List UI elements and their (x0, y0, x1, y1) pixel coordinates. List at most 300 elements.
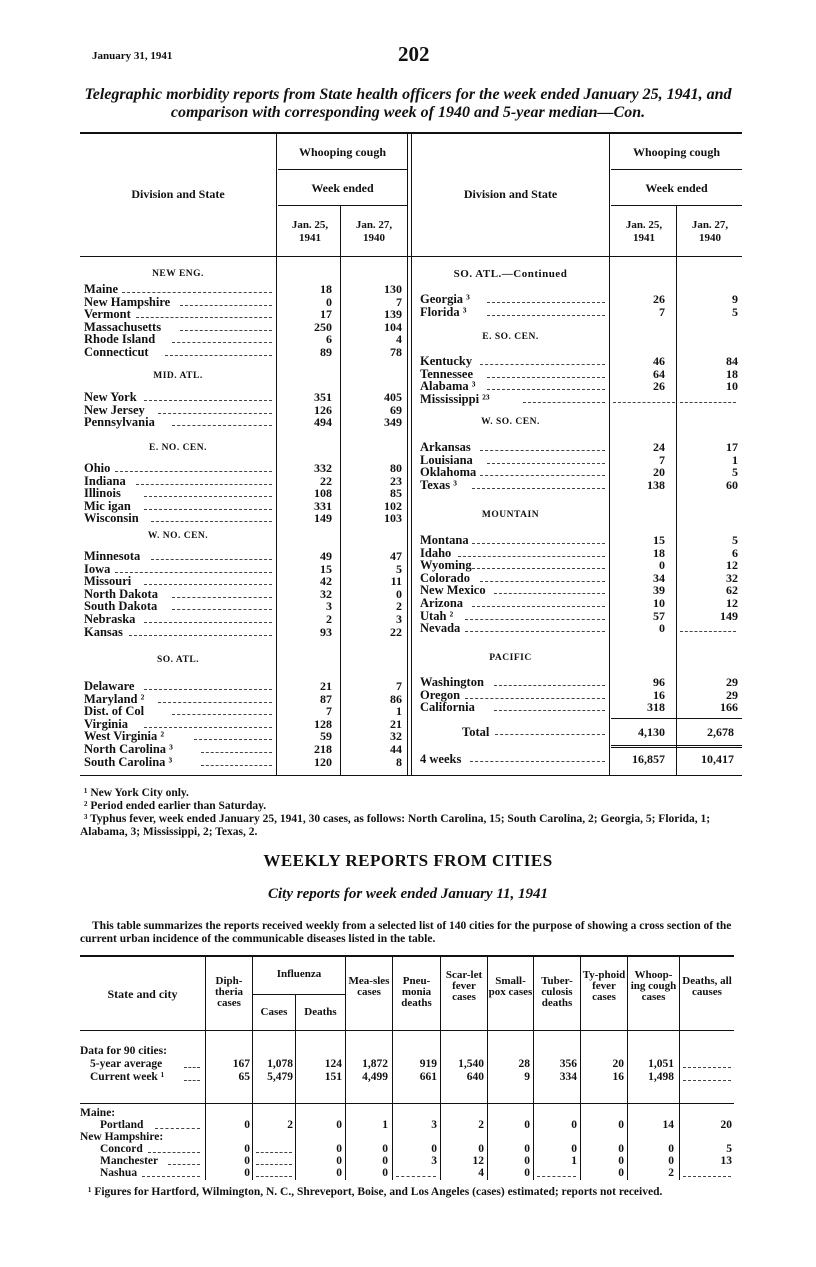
value-1941: 20 (653, 465, 665, 480)
leader-dots (115, 572, 272, 573)
leader-dots (480, 364, 605, 365)
value-1941: 15 (320, 561, 332, 576)
th-scarlet: Scar-let fever cases (445, 969, 483, 1003)
state-name: Virginia (84, 716, 128, 731)
leader-dots (122, 292, 272, 293)
value-1941: 42 (320, 574, 332, 589)
state-name: Alabama ³ (420, 379, 476, 394)
cell-value: 28 (518, 1058, 530, 1070)
th-measles: Mea-sles cases (348, 975, 390, 998)
cell-value: 0 (244, 1143, 250, 1155)
section-heading-left: NEW ENG. (152, 269, 204, 279)
value-1941: 39 (653, 583, 665, 598)
leader-dots (144, 622, 272, 623)
value-1940: 5 (396, 561, 402, 576)
city-label: Concord (100, 1143, 143, 1155)
cell-value: 3 (431, 1119, 437, 1131)
value-1941: 7 (659, 304, 665, 319)
value-1940: 69 (390, 402, 402, 417)
weeks-b: 10,417 (701, 752, 734, 766)
state-name: New Mexico (420, 583, 486, 598)
state-name: California (420, 700, 475, 715)
weeks-label: 4 weeks (420, 752, 462, 766)
value-1940: 5 (732, 304, 738, 319)
leader-dots (184, 1067, 200, 1068)
value-1941: 89 (320, 345, 332, 359)
leader-dots (129, 635, 272, 636)
value-1941: 318 (647, 700, 665, 715)
state-name: Arizona (420, 596, 464, 610)
value-1940: 47 (390, 549, 402, 563)
leader-dots (144, 727, 272, 728)
section-heading-left: SO. ATL. (156, 655, 200, 665)
leader-dots (472, 543, 605, 544)
state-name: Kentucky (420, 354, 473, 368)
cell-value: 5 (726, 1143, 732, 1155)
leader-dots (142, 1176, 200, 1177)
value-1941: 3 (326, 599, 332, 614)
leader-dots (172, 597, 272, 598)
header-date: January 31, 1941 (92, 50, 173, 62)
empty-dash (256, 1164, 292, 1165)
value-1941: 149 (314, 511, 332, 526)
cell-value: 0 (524, 1167, 530, 1179)
state-name: Tennessee (420, 366, 474, 381)
value-1941: 494 (314, 415, 332, 430)
state-name: Nevada (420, 621, 461, 636)
maine-label: Maine: (80, 1107, 116, 1119)
col-group-right: Whooping cough (632, 145, 721, 159)
th-influenza: Influenza (276, 968, 322, 980)
value-1940: 102 (384, 498, 402, 513)
state-name: Pennsylvania (84, 415, 155, 430)
total-label: Total (462, 725, 490, 739)
value-1940: 78 (390, 345, 402, 359)
col-group-left: Whooping cough (298, 145, 387, 159)
cell-value: 3 (431, 1155, 437, 1167)
leader-dots (472, 568, 605, 569)
cell-value: 4 (478, 1167, 484, 1179)
value-1940: 3 (396, 612, 402, 626)
state-name: Delaware (84, 679, 135, 693)
value-1940: 5 (732, 533, 738, 547)
value-1940: 84 (726, 354, 738, 368)
col-sub-right: Week ended (645, 181, 708, 195)
cell-value: 0 (478, 1143, 484, 1155)
value-1941: 17 (320, 307, 332, 322)
section-heading-left: W. NO. CEN. (147, 531, 209, 541)
value-1940: 22 (390, 624, 402, 639)
city-label: Current week ¹ (90, 1071, 165, 1083)
cell-value: 13 (720, 1155, 732, 1167)
cell-value: 124 (324, 1058, 342, 1070)
state-name: Georgia ³ (420, 292, 470, 306)
leader-dots (487, 389, 605, 390)
state-name: Mic igan (84, 498, 131, 513)
th-smallpox: Small-pox cases (488, 975, 533, 998)
value-1941: 10 (653, 596, 665, 610)
empty-dash (683, 1080, 731, 1081)
section-heading-right: E. SO. CEN. (482, 332, 539, 342)
state-name: Ohio (84, 461, 111, 475)
th-pneu: Pneu-monia deaths (401, 975, 432, 1009)
leader-dots (487, 315, 605, 316)
leader-dots (144, 584, 272, 585)
leader-dots (158, 702, 272, 703)
value-1940: 149 (720, 608, 738, 623)
empty-dash (683, 1067, 731, 1068)
leader-dots (201, 752, 272, 753)
section-heading-right: PACIFIC (489, 653, 532, 663)
state-name: Oklahoma (420, 465, 477, 480)
value-1940: 44 (390, 742, 402, 756)
nh-label: New Hampshire: (80, 1131, 164, 1143)
value-1940: 7 (396, 679, 402, 693)
value-1941: 138 (647, 477, 665, 492)
value-1940: 60 (726, 477, 738, 492)
th-typhoid: Ty-phoid fever cases (582, 969, 626, 1003)
state-name: New Hampshire (84, 294, 171, 309)
value-1940: 11 (390, 574, 402, 589)
cell-value: 0 (618, 1167, 624, 1179)
section-heading-right: MOUNTAIN (481, 510, 540, 520)
state-name: Iowa (84, 561, 111, 576)
state-name: Florida ³ (420, 304, 467, 319)
value-1940: 104 (384, 319, 402, 334)
state-name: Oregon (420, 687, 461, 702)
cell-value: 0 (336, 1119, 342, 1131)
state-name: Indiana (84, 473, 126, 488)
value-1940: 8 (396, 754, 402, 769)
value-1940: 103 (384, 511, 402, 526)
value-1940: 0 (396, 586, 402, 601)
leader-dots (136, 484, 272, 485)
state-name: South Dakota (84, 599, 158, 614)
state-name: Texas ³ (420, 477, 457, 492)
value-1940: 10 (726, 379, 738, 394)
value-1941: 22 (320, 473, 332, 488)
th-whooping: Whoop-ing cough cases (630, 969, 677, 1003)
leader-dots (151, 521, 272, 522)
cell-value: 12 (472, 1155, 484, 1167)
cell-value: 1,872 (362, 1058, 388, 1070)
cell-value: 0 (382, 1143, 388, 1155)
leader-dots (494, 593, 605, 594)
value-1941: 57 (653, 608, 665, 623)
leader-dots (172, 342, 272, 343)
leader-dots (148, 1152, 200, 1153)
section-heading: WEEKLY REPORTS FROM CITIES (263, 851, 553, 870)
value-1940: 32 (726, 570, 738, 585)
cell-value: 640 (466, 1071, 484, 1083)
footnote-1: ¹ New York City only. (84, 787, 189, 799)
cell-value: 9 (524, 1071, 530, 1083)
page-number: 202 (398, 42, 430, 66)
cell-value: 0 (336, 1143, 342, 1155)
leader-dots (168, 1164, 200, 1165)
value-1941: 64 (653, 366, 665, 381)
leader-dots (184, 1080, 200, 1081)
state-name: Rhode Island (84, 332, 156, 347)
city-label: Nashua (100, 1167, 138, 1179)
value-1941: 24 (653, 440, 665, 454)
state-name: Colorado (420, 570, 470, 585)
value-1941: 32 (320, 586, 332, 601)
cell-value: 1,051 (648, 1058, 674, 1070)
value-1940: 62 (726, 583, 738, 598)
col-a-right: Jan. 25, 1941 (625, 219, 663, 244)
cell-value: 334 (559, 1071, 577, 1083)
value-1941: 96 (653, 675, 665, 689)
value-1941: 18 (653, 545, 665, 560)
table-title: Telegraphic morbidity reports from State health officers for the week ended January 25, 1941, and comparison with corresponding week of 1940 and 5-year median—Con. (84, 86, 732, 121)
weeks-a: 16,857 (632, 752, 665, 766)
leader-dots (144, 689, 272, 690)
section-heading-right: W. SO. CEN. (481, 417, 540, 427)
value-1941: 120 (314, 754, 332, 769)
cell-value: 0 (524, 1119, 530, 1131)
value-1941: 46 (653, 354, 665, 368)
leader-dots (472, 606, 605, 607)
value-1940: 29 (726, 675, 738, 689)
value-1940: 405 (384, 390, 402, 404)
value-1940: 7 (396, 294, 402, 309)
value-1940: 23 (390, 473, 402, 488)
cell-value: 4,499 (362, 1071, 388, 1083)
value-1940: 29 (726, 687, 738, 702)
value-1940: 2 (396, 599, 402, 614)
cell-value: 1,078 (267, 1058, 293, 1070)
value-1941: 108 (314, 486, 332, 501)
value-1940: 12 (726, 596, 738, 610)
empty-dash (256, 1152, 292, 1153)
value-1941: 26 (653, 379, 665, 394)
intro-paragraph: This table summarizes the reports received weekly from a selected list of 140 cities for the purpose of showing a cross section of the current urban incidence of the communicable diseases listed in the table. (80, 920, 732, 945)
cell-value: 65 (238, 1071, 250, 1083)
city-label: Manchester (100, 1155, 159, 1167)
state-name: New York (84, 390, 137, 404)
value-1940: 17 (726, 440, 738, 454)
cell-value: 0 (382, 1167, 388, 1179)
leader-dots (144, 400, 272, 401)
cell-value: 1,540 (458, 1058, 484, 1070)
cell-value: 2 (287, 1119, 293, 1131)
state-name: North Carolina ³ (84, 742, 173, 756)
table2-footnote: ¹ Figures for Hartford, Wilmington, N. C., Shreveport, Boise, and Los Angeles (cases) estimated; reports not received. (88, 1186, 663, 1198)
value-1940: 166 (720, 700, 738, 715)
col-sub-left: Week ended (311, 181, 374, 195)
value-1941: 218 (314, 742, 332, 756)
leader-dots (144, 496, 272, 497)
value-1941: 0 (659, 558, 665, 573)
cell-value: 0 (668, 1143, 674, 1155)
th-tuber: Tuber-culosis deaths (541, 975, 573, 1009)
leader-dots (172, 425, 272, 426)
value-1941: 21 (320, 679, 332, 693)
leader-dots (487, 302, 605, 303)
state-name: Connecticut (84, 345, 149, 359)
value-1941: 250 (314, 319, 332, 334)
value-1940: 349 (384, 415, 402, 430)
empty-dash (613, 402, 675, 403)
leader-dots (465, 698, 605, 699)
th-state: State and city (107, 987, 178, 1001)
cell-value: 5,479 (267, 1071, 293, 1083)
value-1941: 93 (320, 624, 332, 639)
subheading: City reports for week ended January 11, 1941 (268, 886, 548, 902)
city-label: Portland (100, 1119, 144, 1131)
cell-value: 1 (382, 1119, 388, 1131)
th-diph: Diph-theria cases (214, 975, 244, 1009)
cell-value: 20 (720, 1119, 732, 1131)
empty-dash (537, 1176, 576, 1177)
state-name: Nebraska (84, 612, 136, 626)
state-name: Wyoming (420, 558, 472, 573)
state-name: Washington (420, 675, 484, 689)
state-name: North Dakota (84, 586, 158, 601)
cell-value: 0 (336, 1155, 342, 1167)
state-name: Maryland ² (84, 691, 145, 706)
leader-dots (144, 509, 272, 510)
empty-dash (683, 1176, 731, 1177)
cell-value: 167 (232, 1058, 250, 1070)
leader-dots (494, 710, 605, 711)
cell-value: 0 (571, 1119, 577, 1131)
leader-dots (194, 739, 272, 740)
cell-value: 14 (662, 1119, 674, 1131)
data90-label: Data for 90 cities: (80, 1045, 167, 1057)
leader-dots (480, 450, 605, 451)
cell-value: 16 (612, 1071, 624, 1083)
state-name: Montana (420, 533, 469, 547)
cell-value: 151 (324, 1071, 342, 1083)
cell-value: 1,498 (648, 1071, 674, 1083)
col-b-left: Jan. 27, 1940 (355, 219, 393, 244)
cell-value: 0 (618, 1155, 624, 1167)
state-name: Illinois (84, 486, 121, 501)
cell-value: 1 (571, 1155, 577, 1167)
cell-value: 0 (668, 1155, 674, 1167)
leader-dots (494, 685, 605, 686)
leader-dots (155, 1128, 200, 1129)
value-1940: 130 (384, 282, 402, 296)
th-inf-deaths: Deaths (304, 1006, 337, 1018)
leader-dots (172, 714, 272, 715)
value-1941: 59 (320, 729, 332, 744)
value-1940: 6 (732, 545, 738, 560)
empty-dash (396, 1176, 436, 1177)
state-name: Missouri (84, 574, 132, 589)
cell-value: 2 (478, 1119, 484, 1131)
state-name: Maine (84, 282, 119, 296)
state-name: Louisiana (420, 452, 473, 467)
leader-dots (136, 317, 272, 318)
value-1941: 0 (659, 621, 665, 636)
cell-value: 0 (571, 1143, 577, 1155)
leader-dots (480, 475, 605, 476)
col-a-left: Jan. 25, 1941 (291, 219, 329, 244)
section-heading-left: MID. ATL. (153, 371, 203, 381)
value-1941: 128 (314, 716, 332, 731)
value-1940: 18 (726, 366, 738, 381)
leader-dots (480, 581, 605, 582)
th-inf-cases: Cases (260, 1006, 288, 1018)
value-1941: 34 (653, 570, 665, 585)
cell-value: 0 (431, 1143, 437, 1155)
value-1941: 331 (314, 498, 332, 513)
leader-dots (487, 377, 605, 378)
city-label: 5-year average (90, 1058, 163, 1070)
cell-value: 0 (336, 1167, 342, 1179)
cell-value: 661 (419, 1071, 437, 1083)
value-1941: 26 (653, 292, 665, 306)
value-1940: 80 (390, 461, 402, 475)
state-name: Kansas (84, 624, 123, 639)
value-1941: 2 (326, 612, 332, 626)
value-1941: 15 (653, 533, 665, 547)
leader-dots (201, 765, 272, 766)
value-1940: 86 (390, 691, 402, 706)
leader-dots (487, 463, 605, 464)
cell-value: 0 (618, 1143, 624, 1155)
value-1941: 332 (314, 461, 332, 475)
state-name: South Carolina ³ (84, 754, 173, 769)
value-1940: 4 (396, 332, 402, 347)
state-name: Utah ² (420, 608, 454, 623)
cell-value: 0 (382, 1155, 388, 1167)
section-heading-left: E. NO. CEN. (148, 443, 208, 453)
value-1941: 16 (653, 687, 665, 702)
leader-dots (465, 631, 605, 632)
cell-value: 0 (524, 1143, 530, 1155)
leader-dots (115, 471, 272, 472)
value-1940: 1 (732, 452, 738, 467)
value-1940: 139 (384, 307, 402, 322)
state-name: Massachusetts (84, 319, 162, 334)
value-1941: 7 (326, 704, 332, 719)
state-name: Mississippi ²³ (420, 391, 490, 406)
cell-value: 356 (559, 1058, 577, 1070)
cell-value: 20 (612, 1058, 624, 1070)
value-1941: 7 (659, 452, 665, 467)
empty-dash (680, 402, 736, 403)
state-name: Dist. of Col (84, 704, 145, 719)
state-name: Minnesota (84, 549, 141, 563)
value-1941: 0 (326, 294, 332, 309)
cell-value: 0 (244, 1167, 250, 1179)
leader-dots (158, 413, 272, 414)
leader-dots (472, 488, 605, 489)
state-name: West Virginia ² (84, 729, 165, 744)
col-division-left: Division and State (131, 187, 225, 201)
cell-value: 2 (668, 1167, 674, 1179)
value-1940: 21 (390, 716, 402, 731)
value-1940: 12 (726, 558, 738, 573)
leader-dots (151, 559, 272, 560)
value-1941: 87 (320, 691, 332, 706)
empty-dash (680, 631, 736, 632)
cell-value: 0 (244, 1155, 250, 1167)
value-1941: 6 (326, 332, 332, 347)
leader-dots (180, 305, 272, 306)
th-deaths: Deaths, all causes (682, 975, 732, 998)
state-name: Vermont (84, 307, 131, 322)
empty-dash (256, 1176, 292, 1177)
footnote-3: ³ Typhus fever, week ended January 25, 1941, 30 cases, as follows: North Carolina, 15; South Carolina, 2; Georgia, 5; Florida, 1; Alabama, 3; Mississippi, 2; Texas, 2. (80, 813, 711, 838)
total-a: 4,130 (638, 725, 665, 739)
value-1941: 351 (314, 390, 332, 404)
value-1940: 32 (390, 729, 402, 744)
